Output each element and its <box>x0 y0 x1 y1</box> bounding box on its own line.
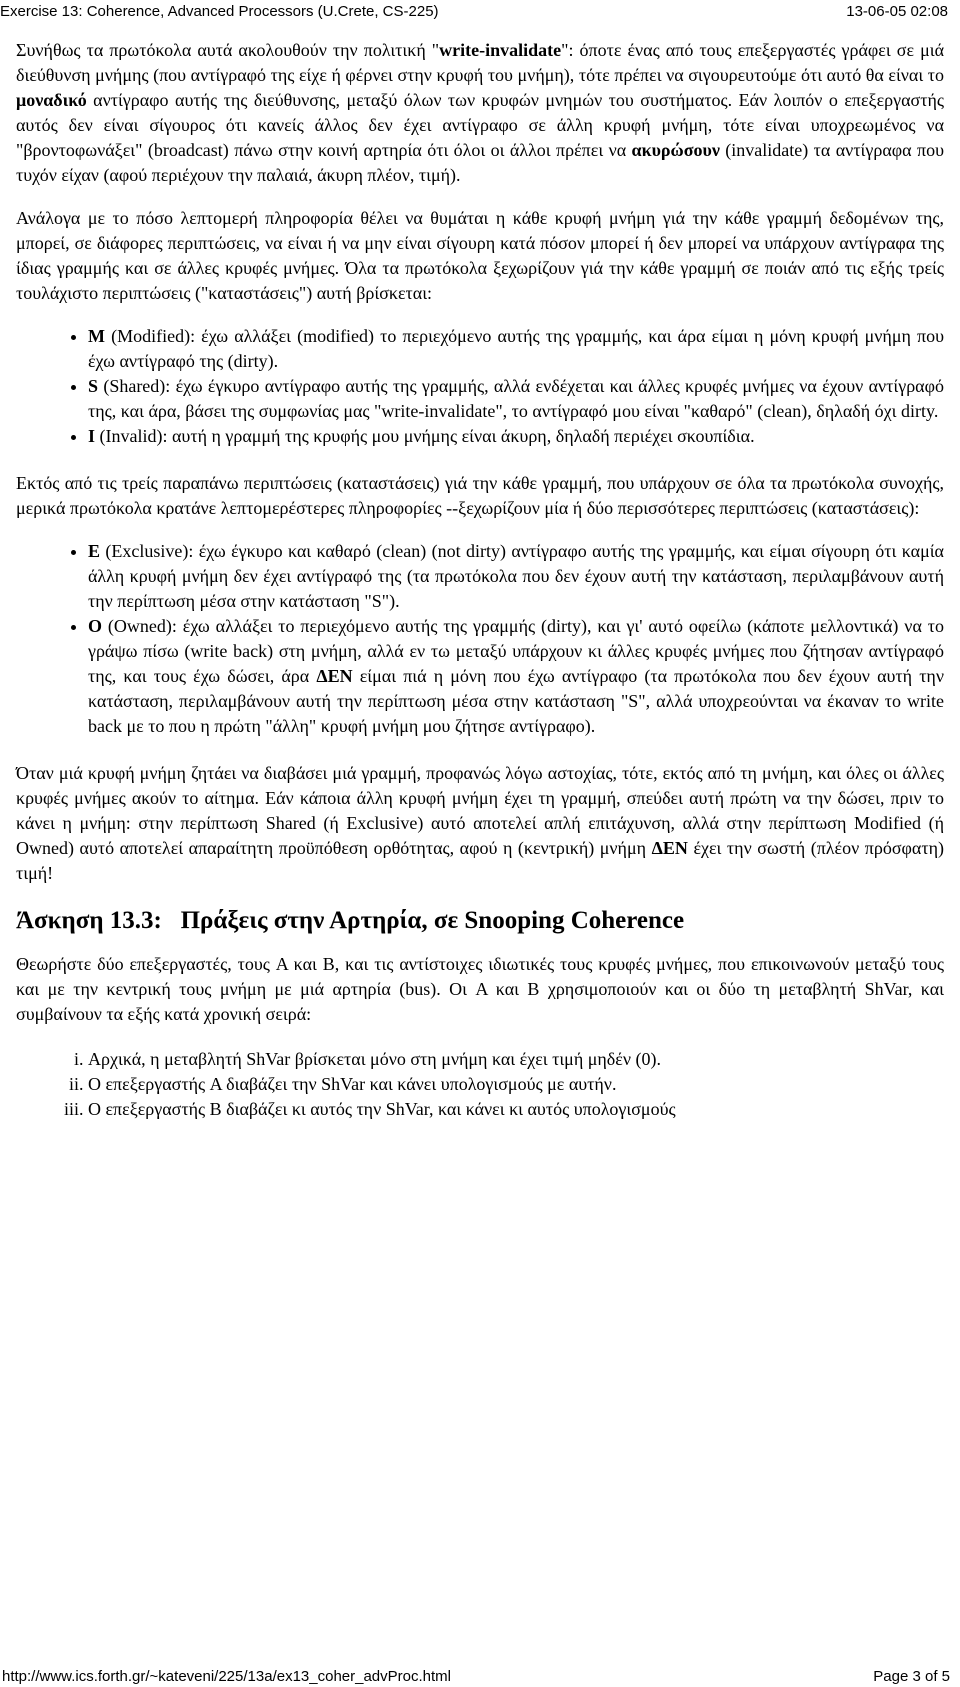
document-body <box>16 38 944 1122</box>
list-item: • S (Shared): έχω έγκυρο αντίγραφο αυτής της γραμμής, αλλά ενδέχεται και άλλες κρυφές μνήμες να έχουν αντίγραφό της, και άρα, βάσει της συμφωνίας μας "write-invalidate", το αντίγραφό μου είναι "καθαρό" (clean), δηλαδή όχι dirty. <box>88 374 944 424</box>
list-item: ii. Ο επεξεργαστής A διαβάζει την ShVar και κάνει υπολογισμούς με αυτήν. <box>88 1072 944 1097</box>
steps-list <box>16 1047 944 1122</box>
term-invalidate: ακυρώσουν <box>631 140 720 160</box>
footer-url-link[interactable]: http://www.ics.forth.gr/~kateveni/225/13a/ex13_coher_advProc.html <box>2 1667 451 1685</box>
paragraph-write-invalidate: Συνήθως τα πρωτόκολα αυτά ακολουθούν την πολιτική "write-invalidate": όποτε ένας από τους επεξεργαστές γράφει σε μιά διεύθυνση μνήμης (που αντίγραφό της είχε ή φέρνει στην κρυφή του μνήμη), τότε πρέπει να σιγουρευτούμε ότι αυτό θα είναι το μοναδικό αντίγραφο αυτής της διεύθυνσης, μεταξύ όλων των κρυφών μνημών του συστήματος. Εάν λοιπόν ο επεξεργαστής αυτός δεν είναι σίγουρος ότι κανείς άλλος δεν έχει αντίγραφο σε άλλη κρυφή μνήμη, τότε είναι υποχρεωμένος να "βροντοφωνάξει" (broadcast) πάνω στην κοινή αρτηρία ότι όλοι οι άλλοι πρέπει να ακυρώσουν (invalidate) τα αντίγραφα που τυχόν είχαν (αφού περιέχουν την παλαιά, άκυρη πλέον, τιμή). <box>16 40 944 185</box>
header-title: Exercise 13: Coherence, Advanced Processors (U.Crete, CS-225) <box>0 2 439 20</box>
paragraph-extra-states: Εκτός από τις τρείς παραπάνω περιπτώσεις (καταστάσεις) γιά την κάθε γραμμή, που υπάρχουν σε όλα τα πρωτόκολα συνοχής, μερικά πρωτόκολα κρατάνε λεπτομερέστερες πληροφορίες --ξεχωρίζουν μία ή δύο περισσότερες περιπτώσεις (καταστάσεις): <box>16 473 944 518</box>
extra-states-list <box>16 539 944 739</box>
print-header <box>0 0 960 22</box>
basic-states-list <box>16 324 944 449</box>
list-item: • I (Invalid): αυτή η γραμμή της κρυφής μου μνήμης είναι άκυρη, δηλαδή περιέχει σκουπίδια. <box>88 424 944 449</box>
exercise-heading: Άσκηση 13.3: Πράξεις στην Αρτηρία, σε Snooping Coherence <box>16 907 685 934</box>
list-item: • E (Exclusive): έχω έγκυρο και καθαρό (clean) (not dirty) αντίγραφο αυτής της γραμμής, και είμαι σίγουρη ότι καμία άλλη κρυφή μνήμη δεν έχει αντίγραφό της (τα πρωτόκολα που δεν έχουν αυτή την κατάσταση, περιλαμβάνουν αυτή την περίπτωση μέσα στην κατάσταση "S"). <box>88 539 944 614</box>
print-footer <box>0 1665 960 1687</box>
term-unique: μοναδικό <box>16 90 87 110</box>
paragraph-exercise-intro: Θεωρήστε δύο επεξεργαστές, τους A και B, και τις αντίστοιχες ιδιωτικές τους κρυφές μνήμες, που επικοινωνούν μεταξύ τους και με την κεντρική τους μνήμη με μιά αρτηρία (bus). Οι A και B χρησιμοποιούν και οι δύο τη μεταβλητή ShVar, και συμβαίνουν τα εξής κατά χρονική σειρά: <box>16 954 944 1024</box>
list-item: • M (Modified): έχω αλλάξει (modified) το περιεχόμενο αυτής της γραμμής, και άρα είμαι η μόνη κρυφή μνήμη που έχω αντίγραφό της (dirty). <box>88 324 944 374</box>
list-item: iii. Ο επεξεργαστής B διαβάζει κι αυτός την ShVar, και κάνει κι αυτός υπολογισμούς <box>88 1097 944 1122</box>
header-datetime: 13-06-05 02:08 <box>846 2 948 20</box>
paragraph-read-miss: Όταν μιά κρυφή μνήμη ζητάει να διαβάσει μιά γραμμή, προφανώς λόγω αστοχίας, τότε, εκτός από τη μνήμη, και όλες οι άλλες κρυφές μνήμες ακούν το αίτημα. Εάν κάποια άλλη κρυφή μνήμη έχει τη γραμμή, σπεύδει αυτή πρώτη να την δώσει, πριν το κάνει η μνήμη: στην περίπτωση Shared (ή Exclusive) αυτό αποτελεί απλή επιτάχυνση, αλλά στην περίπτωση Modified (ή Owned) αυτό αποτελεί απαραίτητη προϋπόθεση ορθότητας, αφού η (κεντρική) μνήμη ΔΕΝ έχει την σωστή (πλέον πρόσφατη) τιμή! <box>16 763 944 883</box>
list-item: • O (Owned): έχω αλλάξει το περιεχόμενο αυτής της γραμμής (dirty), και γι' αυτό οφείλω (κάποτε μελλοντικά) να το γράψω πίσω (write back) στη μνήμη, αλλά εν τω μεταξύ υπάρχουν κι άλλες κρυφές μνήμες που ζήτησαν αντίγραφό της, και τους έχω δώσει, άρα ΔΕΝ είμαι πιά η μόνη που έχω αντίγραφο (τα πρωτόκολα που δεν έχουν αυτή την κατάσταση, περιλαμβάνουν αυτή την περίπτωση μέσα στην κατάσταση "S", αλλά υποχρεούνται να έκαναν το write back με το που η πρώτη "άλλη" κρυφή μνήμη μου ζήτησε αντίγραφο). <box>88 614 944 739</box>
paragraph-states-intro: Ανάλογα με το πόσο λεπτομερή πληροφορία θέλει να θυμάται η κάθε κρυφή μνήμη γιά την κάθε γραμμή δεδομένων της, μπορεί, σε διάφορες περιπτώσεις, να είναι ή να μην είναι σίγουρη κατά πόσον μπορεί ή δεν μπορεί να υπάρχουν αντίγραφα της ίδιας γραμμής και σε άλλες κρυφές μνήμες. Όλα τα πρωτόκολα ξεχωρίζουν γιά την κάθε γραμμή σε ποιάν από τις εξής τρείς τουλάχιστο περιπτώσεις ("καταστάσεις") αυτή βρίσκεται: <box>16 208 944 303</box>
list-item: i. Αρχικά, η μεταβλητή ShVar βρίσκεται μόνο στη μνήμη και έχει τιμή μηδέν (0). <box>88 1047 944 1072</box>
term-write-invalidate: write-invalidate <box>439 40 562 60</box>
footer-page-number: Page 3 of 5 <box>873 1667 950 1685</box>
